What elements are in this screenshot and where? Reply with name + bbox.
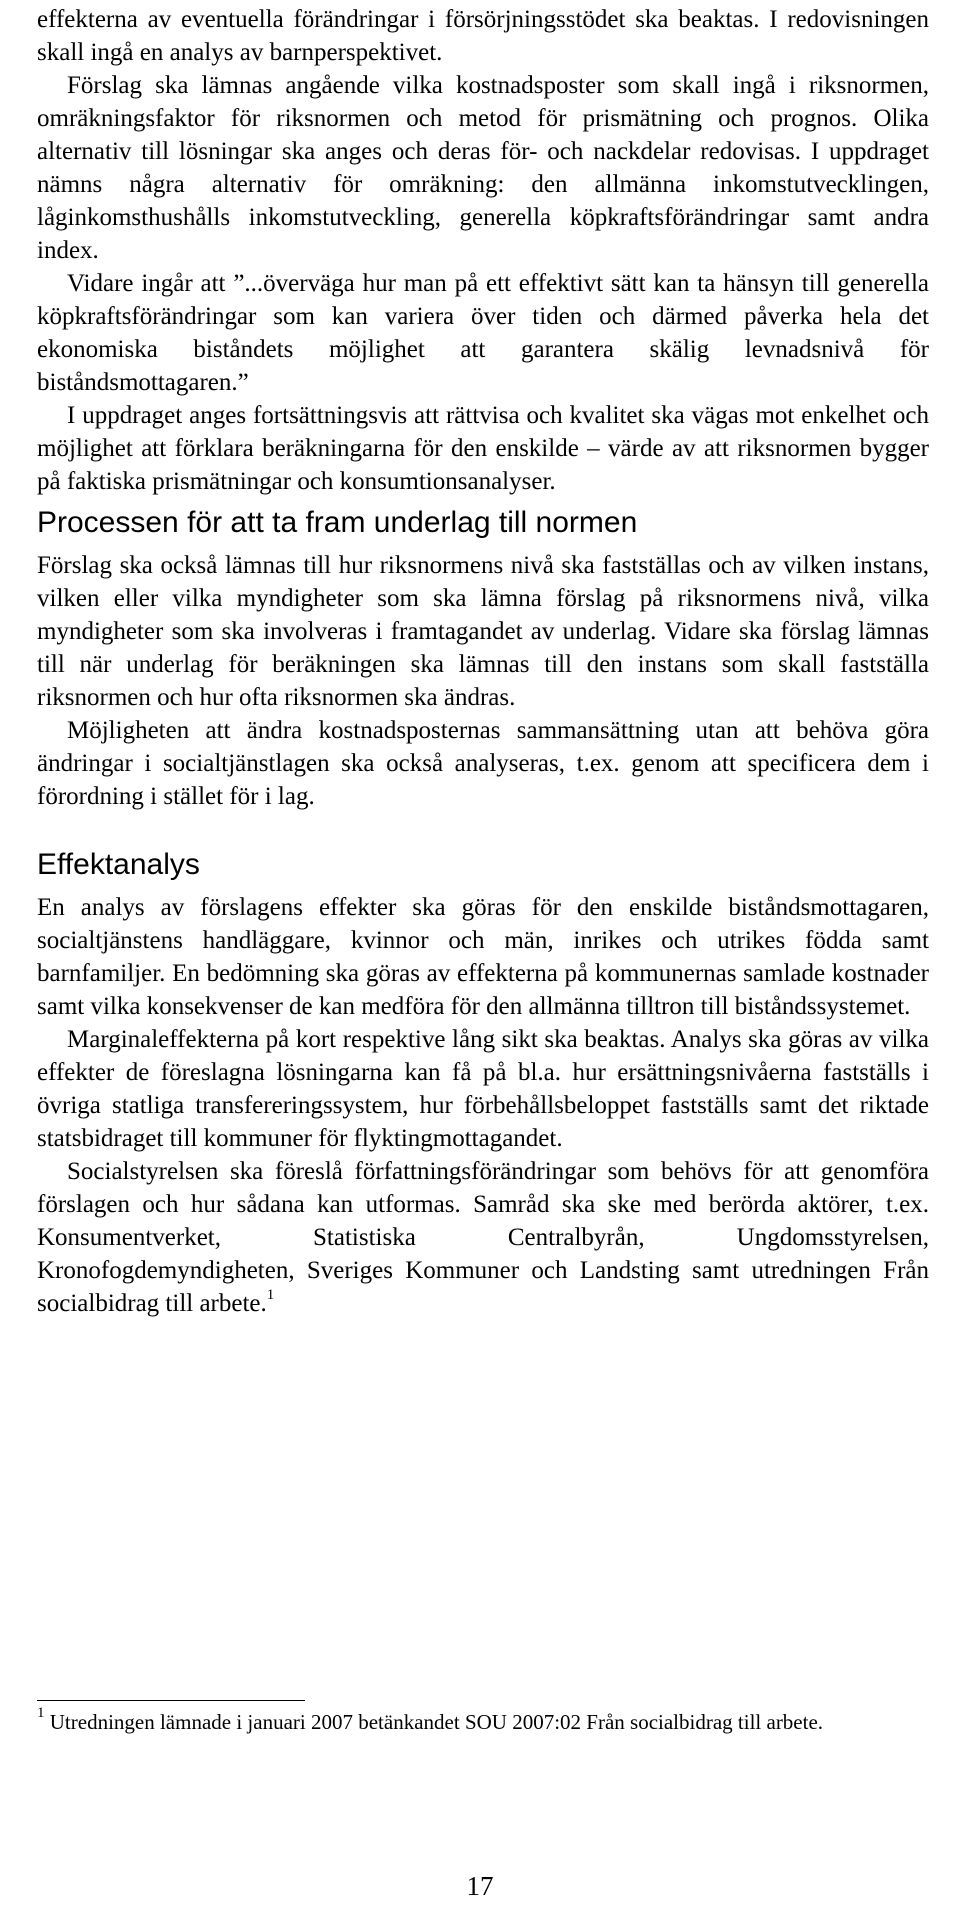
section-effektanalys — [37, 891, 929, 1320]
footnote — [37, 1705, 929, 1736]
footnote-marker: 1 — [37, 1705, 45, 1721]
paragraph: Förslag ska lämnas angående vilka kostnadsposter som skall ingå i riksnormen, omräkningsfaktor för riksnormen och metod för prismätning och prognos. Olika alternativ till lösningar ska anges och deras för- och nackdelar redovisas. I uppdraget nämns några alternativ för omräkning: den allmänna inkomstutvecklingen, låginkomsthushålls inkomstutveckling, generella köpkraftsförändringar samt andra index. — [37, 72, 929, 264]
paragraph: effekterna av eventuella förändringar i försörjningsstödet ska beaktas. I redovisningen skall ingå en analys av barnperspektivet. — [37, 6, 929, 66]
section-process — [37, 549, 929, 813]
paragraph: Förslag ska också lämnas till hur riksnormens nivå ska fastställas och av vilken instans, vilken eller vilka myndigheter som ska lämna förslag på riksnormens nivå, vilka myndigheter som ska involveras i framtagandet av underlag. Vidare ska förslag lämnas till när underlag för beräkningen ska lämnas till den instans som skall fastställa riksnormen och hur ofta riksnormen ska ändras. — [37, 552, 929, 711]
paragraph — [37, 1155, 929, 1320]
section-heading-effektanalys: Effektanalys — [37, 848, 200, 881]
section-heading-process: Processen för att ta fram underlag till normen — [37, 506, 638, 539]
paragraph: I uppdraget anges fortsättningsvis att rättvisa och kvalitet ska vägas mot enkelhet och möjlighet att förklara beräkningarna för den enskilde – värde av att riksnormen bygger på faktiska prismätningar och konsumtionsanalyser. — [37, 402, 929, 495]
paragraph-text: Socialstyrelsen ska föreslå författningsförändringar som behövs för att genomföra förslagen och hur sådana kan utformas. Samråd ska ske med berörda aktörer, t.ex. Konsumentverket, Statistiska Centralbyrån, Ungdomsstyrelsen, Kronofogdemyndigheten, Sveriges Kommuner och Landsting samt utredningen Från socialbidrag till arbete. — [37, 1158, 929, 1317]
paragraph: En analys av förslagens effekter ska göras för den enskilde biståndsmottagaren, socialtjänstens handläggare, kvinnor och män, inrikes och utrikes födda samt barnfamiljer. En bedömning ska göras av effekterna på kommunernas samlade kostnader samt vilka konsekvenser de kan medföra för den allmänna tilltron till biståndssystemet. — [37, 894, 929, 1020]
footnote-text: Utredningen lämnade i januari 2007 betänkandet SOU 2007:02 Från socialbidrag till arbete. — [44, 1710, 824, 1734]
paragraph: Möjligheten att ändra kostnadsposternas sammansättning utan att behöva göra ändringar i socialtjänstlagen ska också analyseras, t.ex. genom att specificera dem i förordning i stället för i lag. — [37, 717, 929, 810]
footnote-reference[interactable]: 1 — [266, 1287, 275, 1303]
section-intro — [37, 3, 929, 498]
footnote-separator — [37, 1700, 305, 1701]
page-number: 17 — [466, 1871, 494, 1901]
paragraph: Vidare ingår att ”...överväga hur man på ett effektivt sätt kan ta hänsyn till generella köpkraftsförändringar som kan variera över tiden och därmed påverka hela det ekonomiska biståndets möjlighet att garantera skälig levnadsnivå för biståndsmottagaren.” — [37, 270, 929, 396]
paragraph: Marginaleffekterna på kort respektive lång sikt ska beaktas. Analys ska göras av vilka effekter de föreslagna lösningarna kan få på bl.a. hur ersättningsnivåerna fastställs i övriga statliga transfereringssystem, hur förbehållsbeloppet fastställs samt det riktade statsbidraget till kommuner för flyktingmottagandet. — [37, 1026, 929, 1152]
